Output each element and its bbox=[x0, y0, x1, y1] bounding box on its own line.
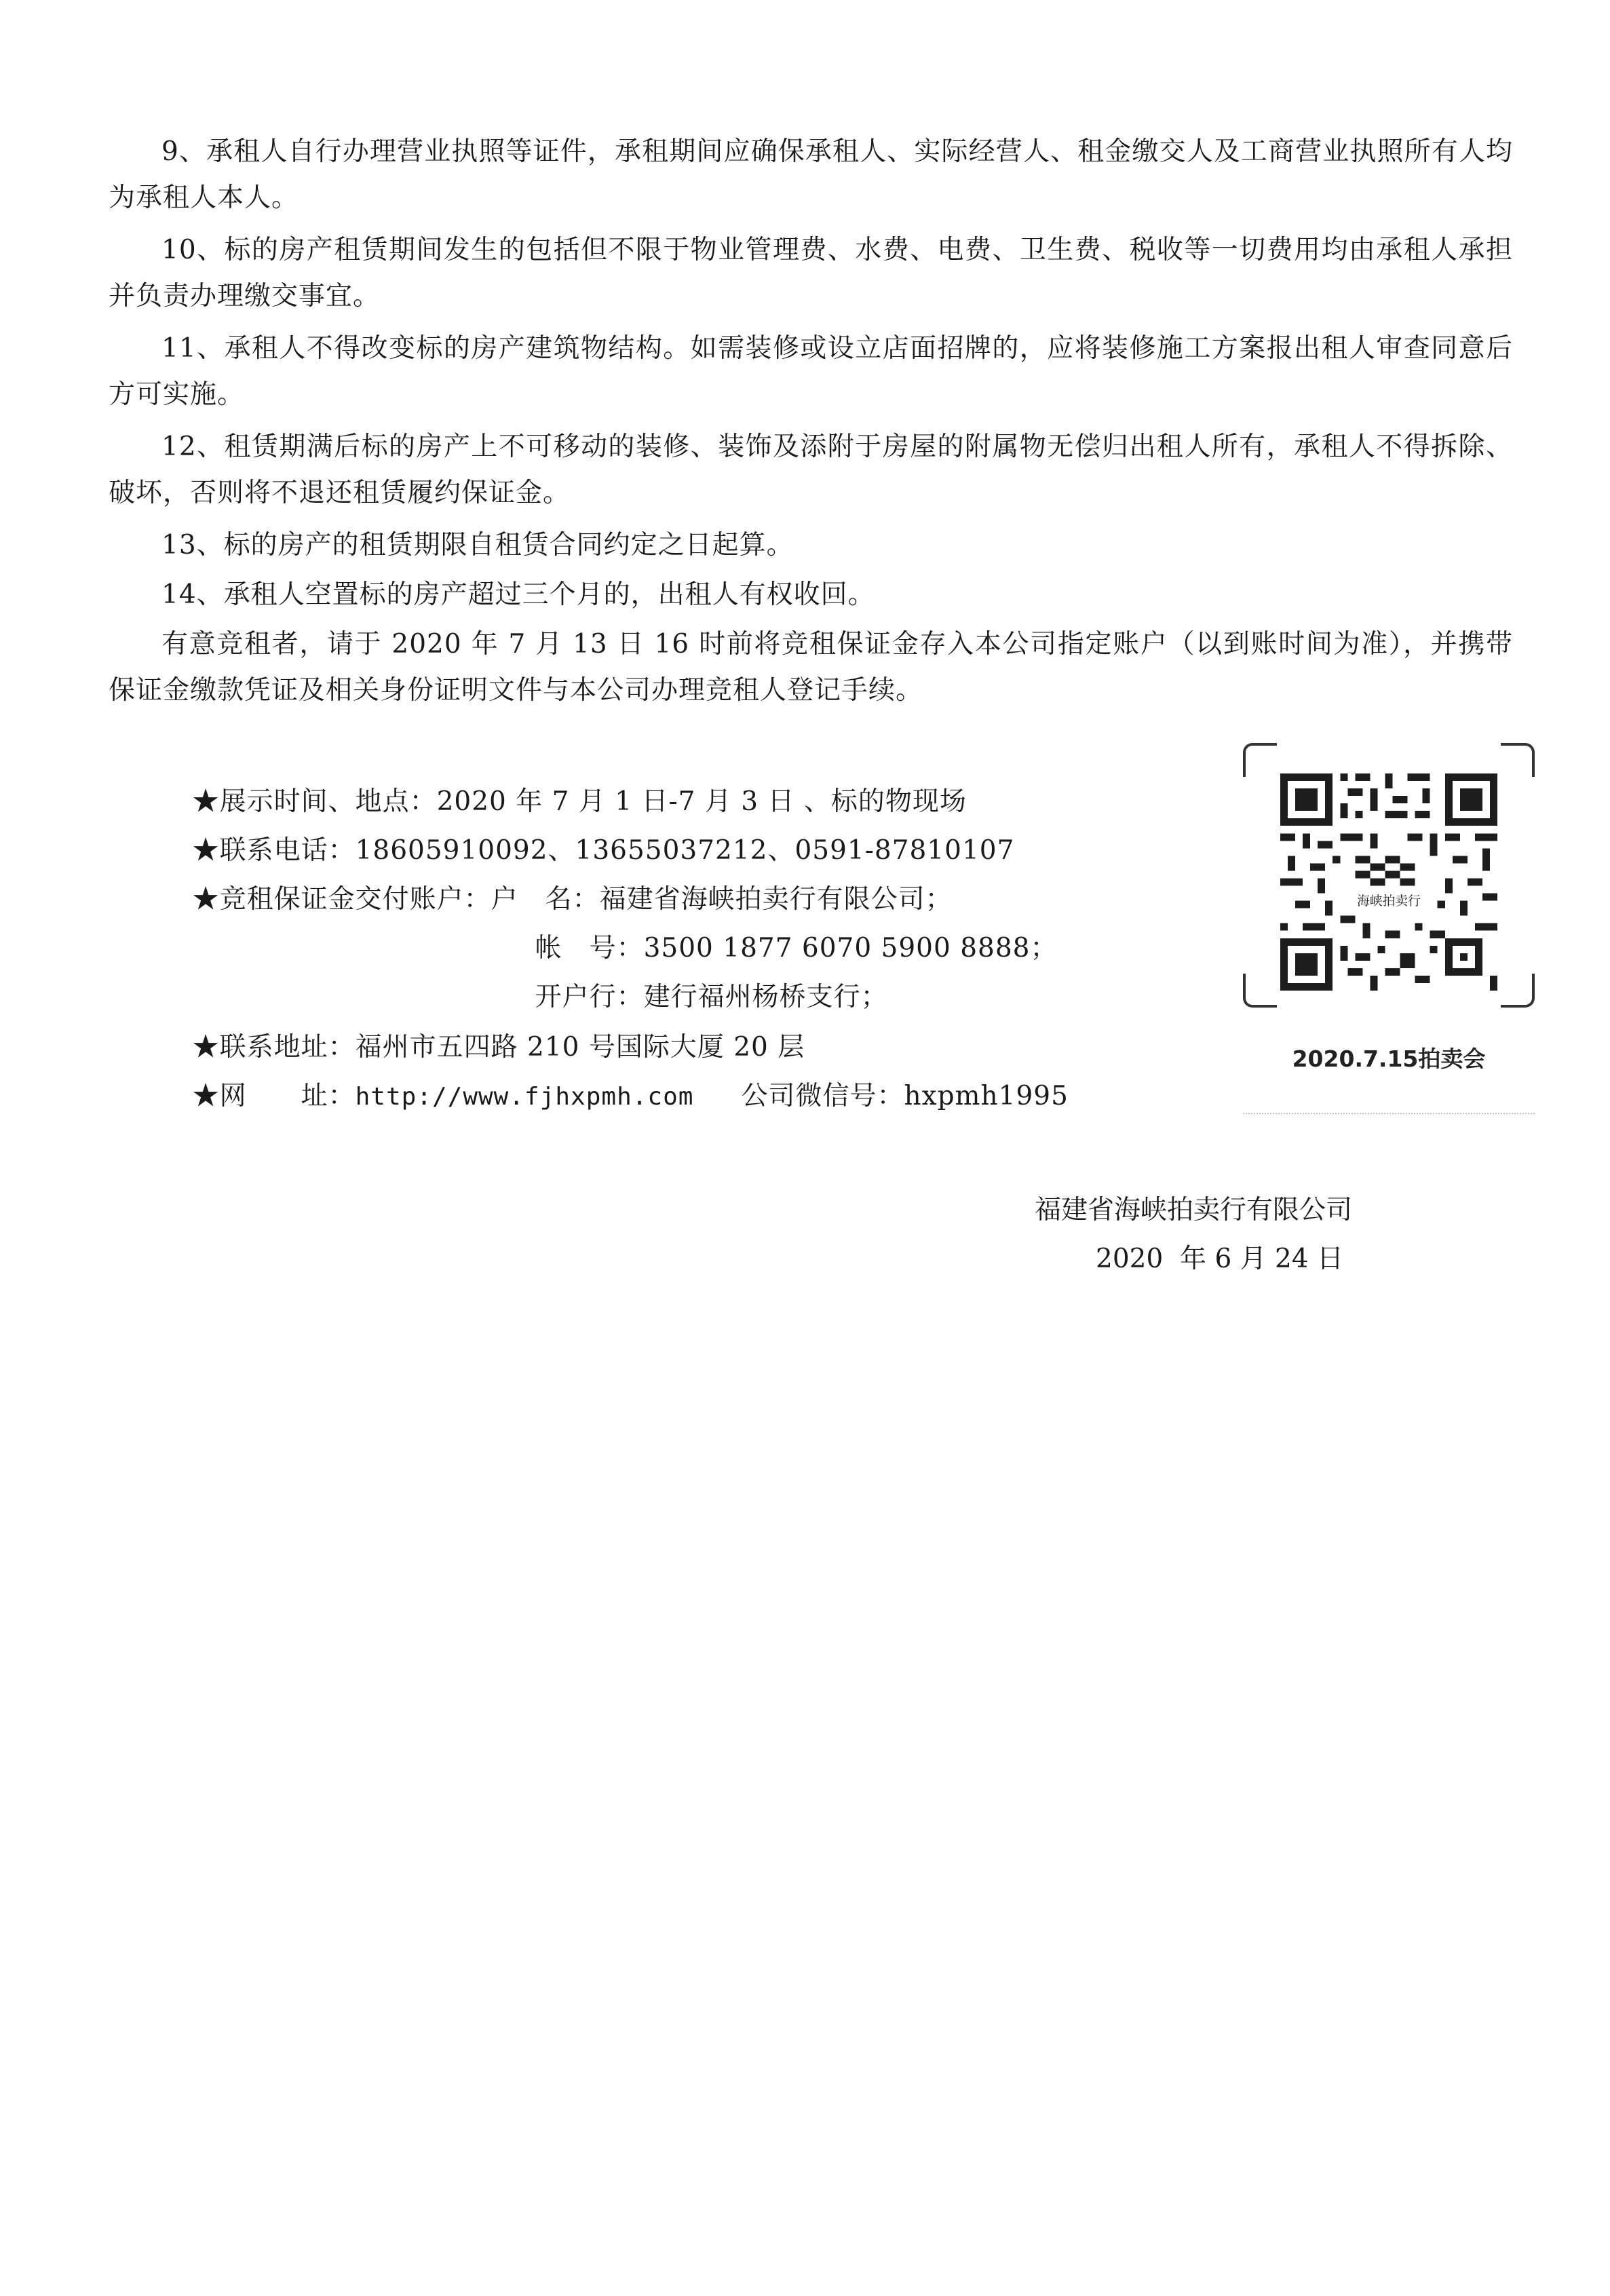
address-value: 福州市五四路 210 号国际大厦 20 层 bbox=[355, 1032, 805, 1063]
account-number-value: 3500 1877 6070 5900 8888； bbox=[643, 933, 1058, 963]
clause-13: 13、标的房产的租赁期限自租赁合同约定之日起算。 bbox=[161, 530, 794, 560]
phone-label: ★联系电话： bbox=[192, 835, 356, 866]
qr-frame-corner bbox=[1501, 743, 1535, 777]
qr-code-card bbox=[1243, 743, 1535, 1096]
qr-code-image[interactable] bbox=[1280, 773, 1497, 991]
account-bank-label: 开户行： bbox=[535, 982, 644, 1012]
display-time-value: 2020 年 7 月 1 日-7 月 3 日 、标的物现场 bbox=[436, 786, 967, 817]
account-name-value: 福建省海峡拍卖行有限公司； bbox=[599, 884, 953, 915]
clause-14: 14、承租人空置标的房产超过三个月的，出租人有权收回。 bbox=[161, 579, 875, 610]
account-label: ★竞租保证金交付账户： bbox=[192, 884, 491, 915]
dotted-divider bbox=[1243, 1113, 1535, 1114]
wechat-value: hxpmh1995 bbox=[904, 1081, 1069, 1111]
display-time-label: ★展示时间、地点： bbox=[192, 786, 437, 817]
signature-date: 2020 年 6 月 24 日 bbox=[1096, 1244, 1344, 1274]
clause-12: 12、租赁期满后标的房产上不可移动的装修、装饰及添附于房屋的附属物无偿归出租人所有，承租人不得拆除、破坏，否则将不退还租赁履约保证金。 bbox=[109, 432, 1513, 508]
qr-frame-corner bbox=[1243, 743, 1277, 777]
address-label: ★联系地址： bbox=[192, 1032, 356, 1063]
qr-logo-text: 海峡拍卖行 bbox=[1357, 894, 1421, 909]
account-name-label: 户 名： bbox=[491, 884, 600, 915]
signature-company: 福建省海峡拍卖行有限公司 bbox=[1035, 1195, 1353, 1225]
qr-frame-corner bbox=[1243, 974, 1277, 1008]
website-row bbox=[156, 1039, 1069, 1154]
qr-caption: 2020.7.15拍卖会 bbox=[1292, 1046, 1486, 1072]
website-link[interactable]: http://www.fjhxpmh.com bbox=[355, 1083, 694, 1111]
clause-10: 10、标的房产租赁期间发生的包括但不限于物业管理费、水费、电费、卫生费、税收等一切费用均由承租人承担并负责办理缴交事宜。 bbox=[109, 235, 1513, 311]
clause-11: 11、承租人不得改变标的房产建筑物结构。如需装修或设立店面招牌的，应将装修施工方案报出租人审查同意后方可实施。 bbox=[109, 333, 1513, 410]
account-number-label: 帐 号： bbox=[535, 933, 644, 963]
qr-frame-corner bbox=[1501, 974, 1535, 1008]
website-label: ★网 址： bbox=[192, 1081, 356, 1111]
account-bank-value: 建行福州杨桥支行； bbox=[643, 982, 888, 1012]
wechat-label: 公司微信号： bbox=[741, 1081, 904, 1111]
phone-value: 18605910092、13655037212、0591-87810107 bbox=[355, 835, 1015, 866]
bidding-notice: 有意竞租者，请于 2020 年 7 月 13 日 16 时前将竞租保证金存入本公司指定账户（以到账时间为准），并携带保证金缴款凭证及相关身份证明文件与本公司办理竞租人登记手续。 bbox=[109, 629, 1513, 706]
clause-9: 9、承租人自行办理营业执照等证件，承租期间应确保承租人、实际经营人、租金缴交人及工商营业执照所有人均为承租人本人。 bbox=[109, 136, 1513, 213]
